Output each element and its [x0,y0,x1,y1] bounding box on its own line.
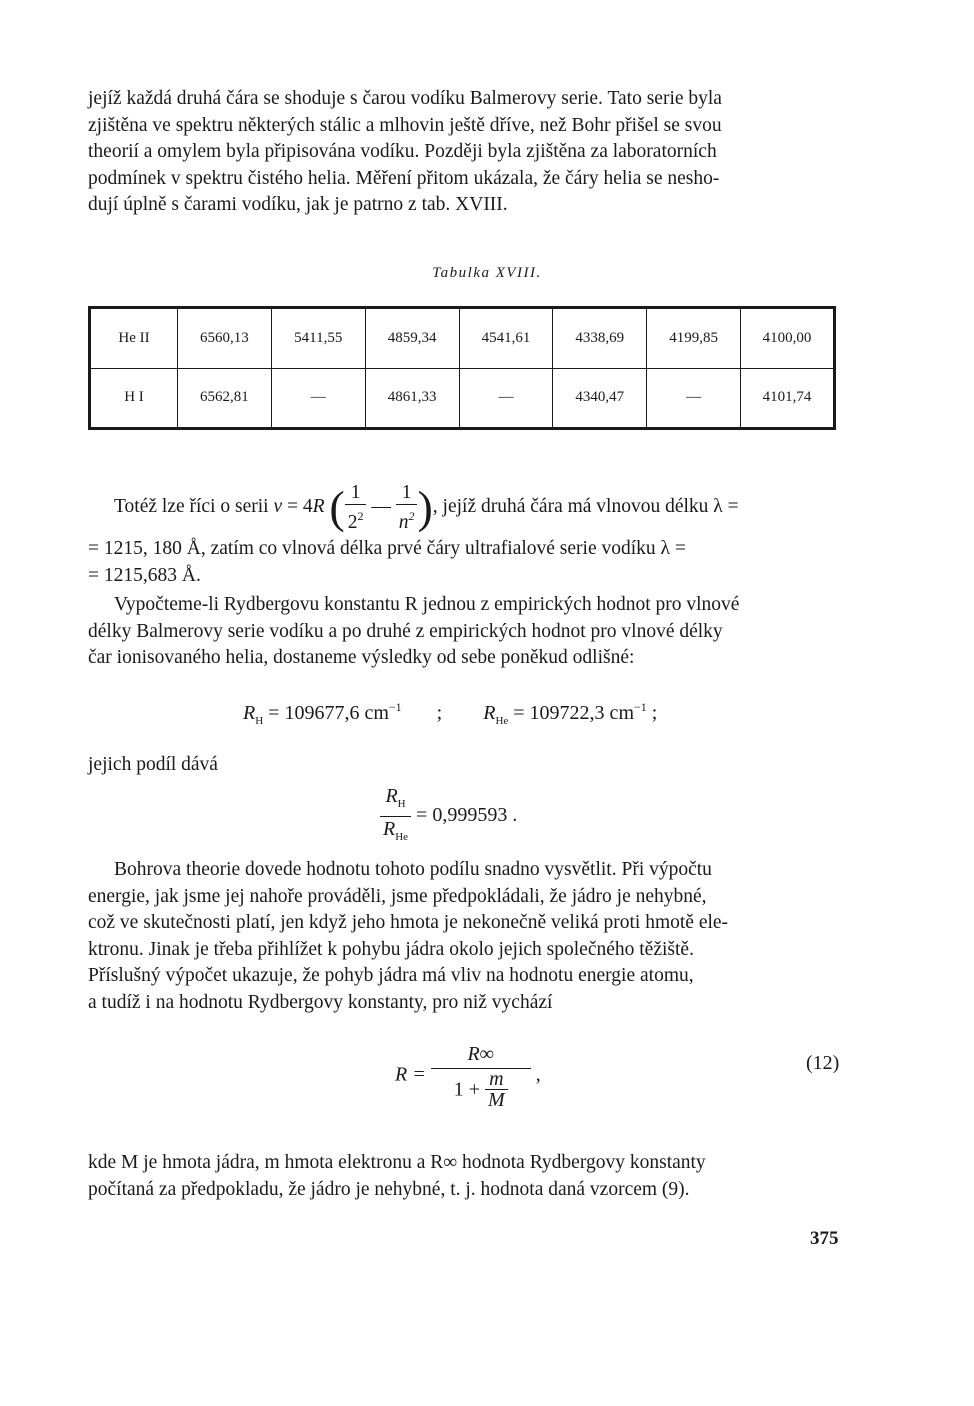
text-line: jejíž každá druhá čára se shoduje s čarou vodíku Balmerovy serie. Tato serie byla [88,88,722,109]
minus-sign: — [371,496,391,517]
text-line: ktronu. Jinak je třeba přihlížet k pohybu jádra okolo jejich společného těžiště. [88,938,694,960]
rhe-symbol: R [483,702,496,724]
text-line: a tudíž i na hodnotu Rydbergovy konstanty, pro niž vychází [88,991,553,1013]
numerator: 1 [345,482,367,505]
ratio-equation [380,784,517,849]
rydberg-values-equation [243,700,657,727]
exponent: 2 [357,508,364,523]
rh-exponent: −1 [388,700,402,714]
table-cell: 4861,33 [365,368,459,429]
text-line: energie, jak jsme jej nahoře prováděli, jsme předpokládali, že jádro je nehybné, [88,885,707,907]
row-label: He II [90,308,178,369]
text-line: což ve skutečnosti platí, jen když jeho hmota je nekonečně veliká proti hmotě ele- [88,912,729,933]
series-paragraph [88,478,836,589]
text-line: Příslušný výpočet ukazuje, že pohyb jádra má vliv na hodnotu energie atomu, [88,965,694,986]
text-line: = 1215,683 Å. [88,564,201,586]
exponent: 2 [408,508,415,523]
table-cell: 6560,13 [178,308,272,369]
denominator: M [488,1089,505,1111]
rh-subscript: H [255,715,264,727]
base: 2 [347,511,358,533]
table-cell: 4338,69 [553,308,647,369]
denominator [431,1069,531,1110]
table-cell: — [647,368,741,429]
numerator: R∞ [431,1040,531,1069]
denominator [345,505,367,534]
text-line: délky Balmerovy serie vodíku a po druhé z empirických hodnot pro vlnové délky [88,620,723,642]
table-cell: 4340,47 [553,368,647,429]
page-number: 375 [810,1228,839,1249]
nu-symbol: ν [273,496,283,517]
rh-value: = 109677,6 cm [268,702,389,724]
main-fraction [431,1040,531,1110]
equation-number: (12) [806,1052,840,1074]
text-line: = 1215, 180 Å, zatím co vlnová délka prvé čáry ultrafialové serie vodíku λ = [88,538,686,559]
den-prefix: 1 + [453,1078,481,1101]
equation-lhs: R = [395,1063,426,1086]
numerator: m [485,1069,508,1090]
row-label: H I [124,389,144,406]
text-line: zjištěna ve spektru některých stálic a mlhovin ještě dříve, než Bohr přišel se svou [88,114,722,136]
table-cell: 6562,81 [178,368,272,429]
closing-paragraph [88,1150,836,1203]
separator: ; [436,702,443,724]
rhe-exponent: −1 [634,700,647,714]
spectral-lines-table [88,306,836,430]
bohr-paragraph [88,857,836,1016]
equals-sign: = 4 [286,496,313,517]
text-run: , jejíž druhá čára má vlnovou délku λ = [432,496,739,517]
subscript: H [397,798,406,810]
table-cell: 4100,00 [741,308,835,369]
subscript: He [395,831,409,843]
text-line: podmínek v spektru čistého helia. Měření přitom ukázala, že čáry helia se nesho- [88,167,720,189]
base: n [398,511,409,533]
table-cell: — [271,368,365,429]
text-line: dují úplně s čarami vodíku, jak je patrno z tab. XVIII. [88,194,508,215]
denominator [396,505,418,534]
table-cell: 4101,74 [741,368,835,429]
fraction-1-over-n-squared [396,482,418,534]
text-line: theorií a omylem byla připisována vodíku. Později byla zjištěna za laboratorních [88,141,717,162]
table-cell: 4859,34 [365,308,459,369]
text-line: kde M je hmota jádra, m hmota elektronu a R∞ hodnota Rydbergovy konstanty [88,1152,706,1173]
symbol: R [385,785,398,807]
rh-symbol: R [243,702,256,724]
right-paren: ) [417,481,433,533]
rydberg-paragraph [88,592,836,672]
rhe-subscript: He [495,715,509,727]
left-paren: ( [329,481,345,533]
numerator: 1 [396,482,418,505]
table-cell: 4541,61 [459,308,553,369]
denominator [380,817,411,849]
r-symbol: R [312,496,325,517]
text-line: čar ionisovaného helia, dostaneme výsledky od sebe poněkud odlišné: [88,647,635,668]
text-line: počítaná za předpokladu, že jádro je nehybné, t. j. hodnota daná vzorcem (9). [88,1178,690,1200]
intro-paragraph [88,86,836,219]
terminator: ; [651,702,658,724]
table-cell: 5411,55 [271,308,365,369]
equation-12 [395,1040,541,1110]
table-caption: Tabulka XVIII. [432,265,542,281]
numerator [380,784,411,817]
rhe-value: = 109722,3 cm [513,702,634,724]
ratio-intro: jejich podíl dává [88,754,218,775]
m-over-M-fraction [485,1069,508,1110]
table-cell: 4199,85 [647,308,741,369]
series-formula-line [88,478,836,536]
symbol: R [383,818,396,840]
table-row [90,308,835,369]
fraction-1-over-2-squared [345,482,367,534]
table-cell: — [459,368,553,429]
text-line: Bohrova theorie dovede hodnotu tohoto podílu snadno vysvětlit. Při výpočtu [114,859,712,880]
rh-over-rhe-fraction [380,784,411,849]
text-line: Vypočteme-li Rydbergovu konstantu R jednou z empirických hodnot pro vlnové [114,594,740,615]
text-run: Totéž lze říci o serii [114,496,269,517]
table-row [90,368,835,429]
ratio-value: = 0,999593 . [416,804,518,827]
comma: , [535,1063,541,1086]
